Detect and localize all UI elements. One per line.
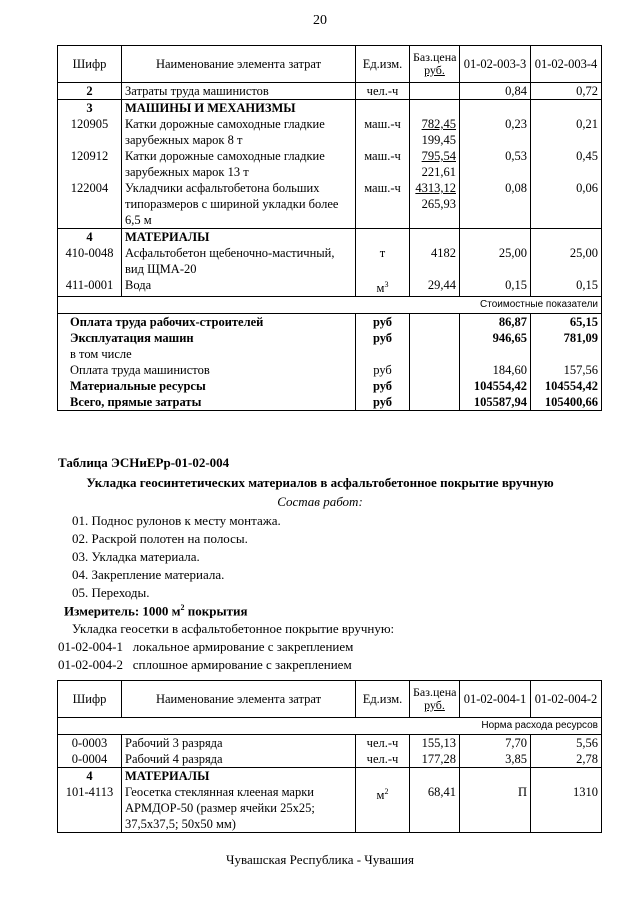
table-row: 4 МАТЕРИАЛЫ <box>58 229 602 246</box>
header-unit: Ед.изм. <box>356 46 410 83</box>
page-number: 20 <box>313 13 327 28</box>
table-label: Таблица ЭСНиЕРр-01-02-004 <box>58 455 230 470</box>
indicator-row: Норма расхода ресурсов <box>58 718 602 735</box>
header-base-price: Баз.цена руб. <box>410 681 460 718</box>
header-col2: 01-02-004-2 <box>531 681 602 718</box>
header-unit: Ед.изм. <box>356 681 410 718</box>
header-code: Шифр <box>58 681 122 718</box>
table-row: 3 МАШИНЫ И МЕХАНИЗМЫ <box>58 100 602 117</box>
header-col2: 01-02-003-4 <box>531 46 602 83</box>
summary-row: Всего, прямые затраты руб 105587,94 105400,66 <box>58 394 602 411</box>
step-item: 05. Переходы. <box>72 585 150 600</box>
header-code: Шифр <box>58 46 122 83</box>
header-name: Наименование элемента затрат <box>122 681 356 718</box>
header-name: Наименование элемента затрат <box>122 46 356 83</box>
table-header-row <box>58 681 602 718</box>
summary-row: Оплата труда рабочих-строителей руб 86,87 65,15 <box>58 314 602 331</box>
table-row: 120912 Катки дорожные самоходные гладкие зарубежных марок 13 т маш.-ч 795,54 221,61 0,53 0,45 <box>58 148 602 180</box>
table-row: 120905 Катки дорожные самоходные гладкие зарубежных марок 8 т маш.-ч 782,45 199,45 0,23 0,21 <box>58 116 602 148</box>
table-row: 2 Затраты труда машинистов чел.-ч 0,84 0,72 <box>58 83 602 100</box>
table-row: 101-4113 Геосетка стеклянная клееная марки АРМДОР-50 (размер ячейки 25х25; 37,5х37,5; 50х50 мм) $м^2$ 68,41 П 1310 <box>58 784 602 833</box>
step-item: 03. Укладка материала. <box>72 549 200 564</box>
composition-heading: Состав работ: <box>277 494 363 509</box>
summary-row: Эксплуатация машин руб 946,65 781,09 <box>58 330 602 346</box>
table-row: 0-0003 Рабочий 3 разряда чел.-ч 155,13 7,70 5,56 <box>58 735 602 752</box>
table-row: 4 МАТЕРИАЛЫ <box>58 768 602 785</box>
table-row: 410-0048 Асфальтобетон щебеночно-мастичный, вид ЩМА-20 т 4182 25,00 25,00 <box>58 245 602 277</box>
description: Укладка геосетки в асфальтобетонное покрытие вручную: <box>72 621 395 636</box>
table-header-row <box>58 46 602 83</box>
header-base-price: Баз.цена руб. <box>410 46 460 83</box>
summary-row: Оплата труда машинистов руб 184,60 157,56 <box>58 362 602 378</box>
step-item: 01. Поднос рулонов к месту монтажа. <box>72 513 281 528</box>
table-row: 122004 Укладчики асфальтобетона больших типоразмеров с шириной укладки более 6,5 м маш.-ч 4313,12 265,93 0,08 0,06 <box>58 180 602 229</box>
cost-table-1 <box>57 45 602 411</box>
summary-row: в том числе <box>58 346 602 362</box>
indicator-row: Стоимостные показатели <box>58 297 602 314</box>
section-title: Укладка геосинтетических материалов в асфальтобетонное покрытие вручную <box>86 475 554 490</box>
table-row: 0-0004 Рабочий 4 разряда чел.-ч 177,28 3,85 2,78 <box>58 751 602 768</box>
meter: Измеритель: 1000 $м^2$ покрытия <box>64 603 248 619</box>
step-item: 02. Раскрой полотен на полосы. <box>72 531 248 546</box>
cost-table-2 <box>57 680 602 833</box>
header-col1: 01-02-003-3 <box>460 46 531 83</box>
step-item: 04. Закрепление материала. <box>72 567 225 582</box>
table-row: 411-0001 Вода $м^3$ 29,44 0,15 0,15 <box>58 277 602 297</box>
footer: Чувашская Республика - Чувашия <box>226 852 414 867</box>
variant-2: 01-02-004-2 сплошное армирование с закреплением <box>58 657 352 672</box>
header-col1: 01-02-004-1 <box>460 681 531 718</box>
variant-1: 01-02-004-1 локальное армирование с закреплением <box>58 639 354 654</box>
summary-row: Материальные ресурсы руб 104554,42 104554,42 <box>58 378 602 394</box>
